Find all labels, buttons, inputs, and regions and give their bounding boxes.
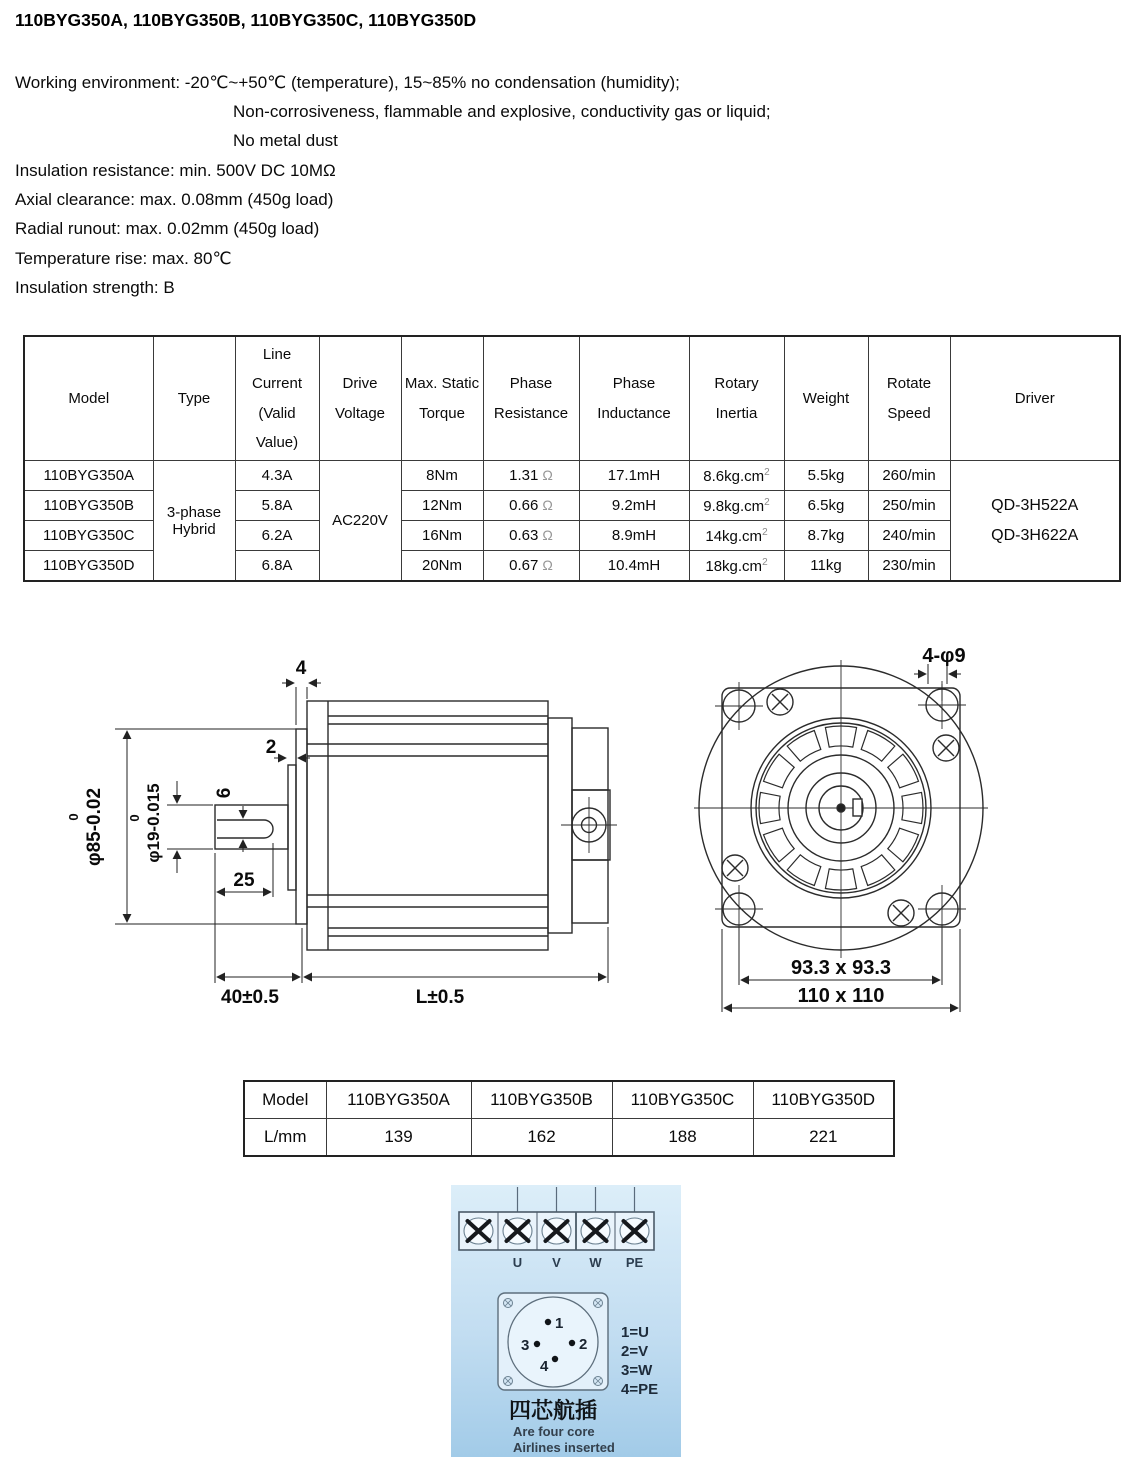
pin-number-2: 2 <box>579 1336 588 1353</box>
cell-weight: 11kg <box>784 551 868 582</box>
cell-current: 5.8A <box>235 491 319 521</box>
cell-inductance: 10.4mH <box>579 551 689 582</box>
dim-shaft-diameter: φ19-0.015 <box>144 783 163 863</box>
cell-torque: 12Nm <box>401 491 483 521</box>
legend-pin4: 4=PE <box>621 1381 659 1398</box>
cell-model: 110BYG350C <box>24 521 153 551</box>
terminal-label-w: W <box>589 1255 602 1270</box>
col-header-rotary-inertia: Rotary Inertia <box>689 336 784 461</box>
length-value: 221 <box>753 1119 894 1157</box>
col-header-weight: Weight <box>784 336 868 461</box>
cell-inertia: $9.8kg.cm^2$ <box>689 491 784 521</box>
length-table <box>243 1080 895 1157</box>
dim-flange-size: 110 x 110 <box>797 985 885 1007</box>
length-value: 139 <box>326 1119 471 1157</box>
cell-torque: 16Nm <box>401 521 483 551</box>
caption-chinese: 四芯航插 <box>508 1398 598 1423</box>
cell-inductance: 8.9mH <box>579 521 689 551</box>
legend-pin1: 1=U <box>621 1324 649 1341</box>
shaft-outline <box>215 805 288 849</box>
cell-resistance: 0.63 Ω <box>483 521 579 551</box>
caption-english-line2: Airlines inserted <box>513 1440 615 1455</box>
length-table-corner: Model <box>244 1081 326 1119</box>
cell-speed: 230/min <box>868 551 950 582</box>
mounting-hole-bottom-right <box>918 885 966 933</box>
dim-flange-diameter-tolerance: 0 <box>66 813 81 821</box>
cell-inertia: $18kg.cm^2$ <box>689 551 784 582</box>
pin-number-4: 4 <box>540 1358 549 1375</box>
length-table-header-row <box>244 1081 894 1119</box>
col-header-line-current: Line Current (Valid Value) <box>235 336 319 461</box>
cell-torque: 8Nm <box>401 461 483 491</box>
dim-body-length: L±0.5 <box>415 987 465 1008</box>
cell-torque: 20Nm <box>401 551 483 582</box>
length-model: 110BYG350C <box>612 1081 753 1119</box>
pin-number-3: 3 <box>521 1337 530 1354</box>
motor-body <box>307 701 548 950</box>
cell-inertia: $8.6kg.cm^2$ <box>689 461 784 491</box>
dim-key-width: 6 <box>214 787 235 799</box>
cell-current: 4.3A <box>235 461 319 491</box>
assembly-screw <box>888 900 914 926</box>
col-header-phase-resistance: Phase Resistance <box>483 336 579 461</box>
cell-inductance: 17.1mH <box>579 461 689 491</box>
keyway-outline <box>217 820 273 838</box>
cell-model: 110BYG350B <box>24 491 153 521</box>
dim-shaft-diameter-tolerance: 0 <box>127 814 142 822</box>
radial-runout-line: Radial runout: max. 0.02mm (450g load) <box>15 219 320 238</box>
cell-type-merged: 3-phase Hybrid <box>153 461 235 582</box>
legend-pin3: 3=W <box>621 1362 653 1379</box>
col-header-model: Model <box>24 336 153 461</box>
spec-header-row <box>24 336 1120 461</box>
working-environment-line2: Non-corrosiveness, flammable and explosive, conductivity gas or liquid; <box>233 102 771 121</box>
keyway-notch <box>853 799 862 816</box>
squared-symbol: 2 <box>764 466 770 478</box>
dim-mounting-holes: 4-φ9 <box>922 645 966 667</box>
col-header-drive-voltage: Drive Voltage <box>319 336 401 461</box>
cell-speed: 240/min <box>868 521 950 551</box>
cell-speed: 250/min <box>868 491 950 521</box>
cell-drive-voltage-merged: AC220V <box>319 461 401 582</box>
length-model: 110BYG350D <box>753 1081 894 1119</box>
axial-clearance-line: Axial clearance: max. 0.08mm (450g load) <box>15 190 334 209</box>
cell-inductance: 9.2mH <box>579 491 689 521</box>
cell-weight: 8.7kg <box>784 521 868 551</box>
dim-bolt-spacing: 93.3 x 93.3 <box>790 957 892 979</box>
assembly-screw <box>722 855 748 881</box>
cell-resistance: 0.67 Ω <box>483 551 579 582</box>
cell-current: 6.8A <box>235 551 319 582</box>
dim-flange-diameter: φ85-0.02 <box>84 787 105 867</box>
terminal-label-u: U <box>512 1255 523 1270</box>
insulation-strength-line: Insulation strength: B <box>15 278 175 297</box>
legend-pin2: 2=V <box>621 1343 649 1360</box>
dim-flange-thickness: 4 <box>295 658 307 679</box>
cell-inertia: $14kg.cm^2$ <box>689 521 784 551</box>
squared-symbol: 2 <box>762 526 768 538</box>
pilot-boss <box>288 765 296 890</box>
squared-symbol: 2 <box>762 556 768 568</box>
ohm-symbol: Ω <box>542 497 553 513</box>
page-title: 110BYG350A, 110BYG350B, 110BYG350C, 110BYG350D <box>15 10 477 30</box>
col-header-type: Type <box>153 336 235 461</box>
spec-table <box>23 335 1121 582</box>
length-table-value-row <box>244 1119 894 1157</box>
length-row-label: L/mm <box>244 1119 326 1157</box>
dim-shaft-extension: 40±0.5 <box>221 987 279 1008</box>
length-value: 162 <box>471 1119 612 1157</box>
pin-number-1: 1 <box>555 1315 564 1332</box>
squared-symbol: 2 <box>764 496 770 508</box>
cell-model: 110BYG350A <box>24 461 153 491</box>
cell-model: 110BYG350D <box>24 551 153 582</box>
ohm-symbol: Ω <box>542 467 553 483</box>
cell-speed: 260/min <box>868 461 950 491</box>
insulation-resistance-line: Insulation resistance: min. 500V DC 10MΩ <box>15 161 336 180</box>
dimension-drawings <box>60 618 1123 1040</box>
assembly-screw <box>933 735 959 761</box>
assembly-screw <box>767 689 793 715</box>
length-value: 188 <box>612 1119 753 1157</box>
caption-english-line1: Are four core <box>513 1424 595 1439</box>
spec-row-110byg350a <box>24 461 1120 491</box>
terminal-label-pe: PE <box>625 1255 644 1270</box>
motor-front-view <box>694 645 988 1012</box>
length-model: 110BYG350A <box>326 1081 471 1119</box>
cell-resistance: 1.31 Ω <box>483 461 579 491</box>
aviation-connector <box>498 1293 608 1390</box>
rear-housing-neck <box>548 718 572 933</box>
dim-pilot-thickness: 2 <box>265 737 277 758</box>
col-header-phase-inductance: Phase Inductance <box>579 336 689 461</box>
length-model: 110BYG350B <box>471 1081 612 1119</box>
dim-key-length: 25 <box>233 870 255 891</box>
col-header-max-static-torque: Max. Static Torque <box>401 336 483 461</box>
cell-driver-merged: QD-3H522A QD-3H622A <box>950 461 1120 582</box>
terminal-label-v: V <box>552 1255 561 1270</box>
motor-side-view <box>66 658 617 1008</box>
working-environment-line: Working environment: -20℃~+50℃ (temperature), 15~85% no condensation (humidity); <box>15 73 680 92</box>
cell-weight: 6.5kg <box>784 491 868 521</box>
ohm-symbol: Ω <box>542 557 553 573</box>
cell-resistance: 0.66 Ω <box>483 491 579 521</box>
col-header-rotate-speed: Rotate Speed <box>868 336 950 461</box>
ohm-symbol: Ω <box>542 527 553 543</box>
shaft-center-dot <box>837 804 845 812</box>
col-header-driver: Driver <box>950 336 1120 461</box>
temperature-rise-line: Temperature rise: max. 80℃ <box>15 249 232 268</box>
cell-current: 6.2A <box>235 521 319 551</box>
cell-weight: 5.5kg <box>784 461 868 491</box>
wiring-diagram <box>451 1185 681 1457</box>
working-environment-line3: No metal dust <box>233 131 338 150</box>
side-view-dimensions <box>115 683 608 983</box>
rear-housing-cap <box>572 728 608 923</box>
